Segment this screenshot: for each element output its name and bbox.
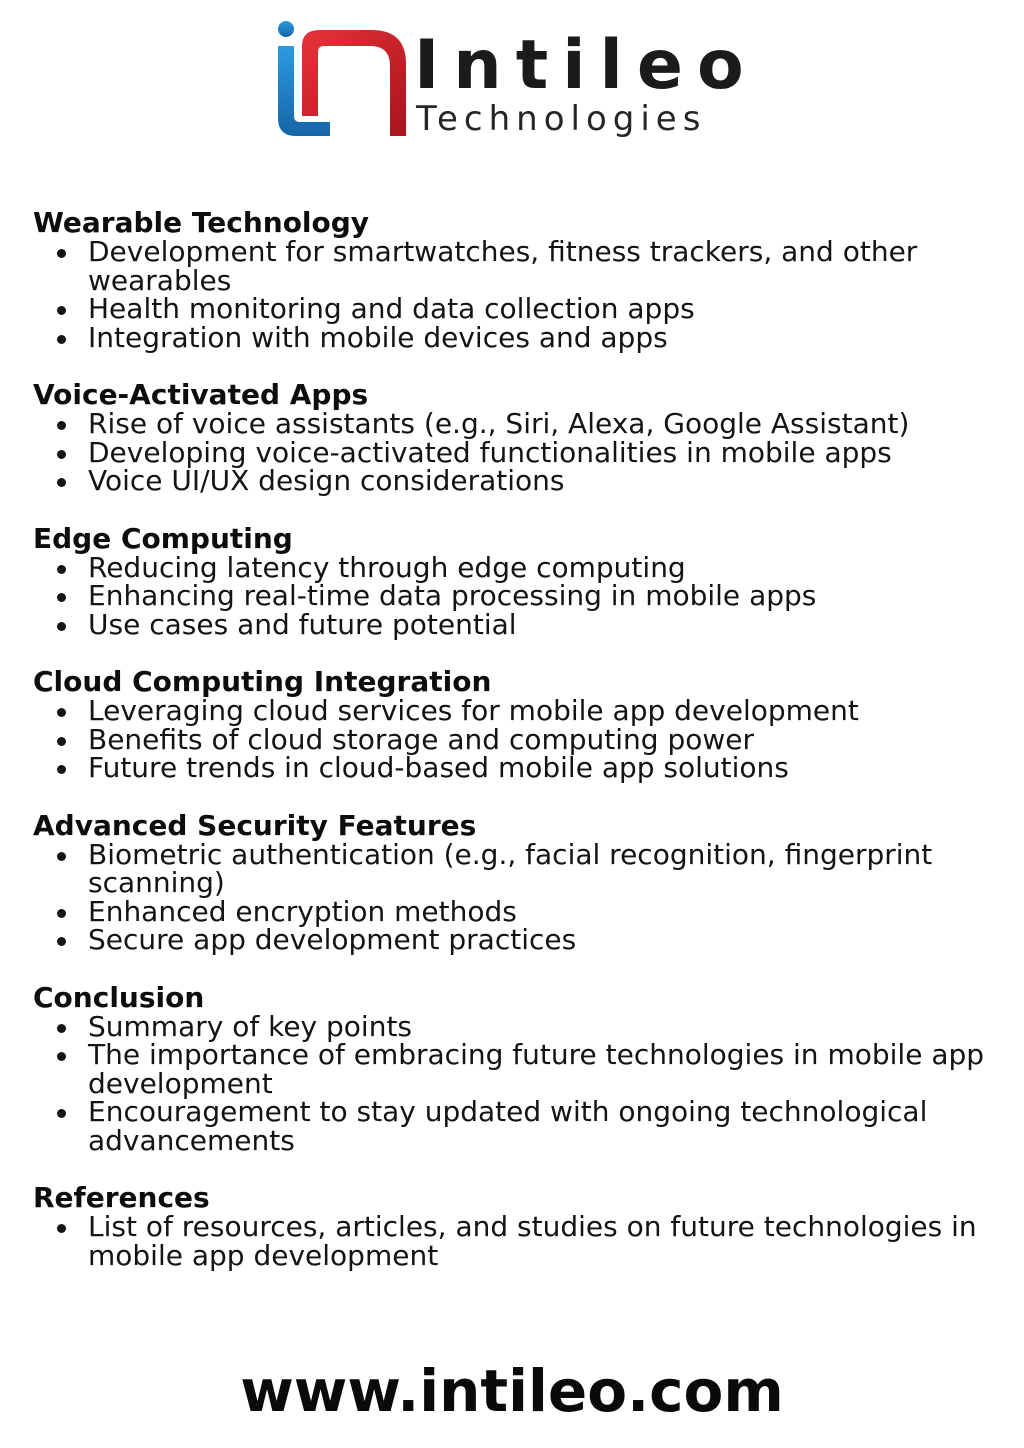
section-voice-activated-apps (33, 380, 1003, 496)
section-title: Voice-Activated Apps (33, 378, 369, 411)
section-title: Edge Computing (33, 521, 293, 555)
section-advanced-security-features (33, 808, 1003, 956)
brand-logo (268, 18, 768, 148)
bullet-list (33, 235, 1003, 354)
brand-tagline: Technologies (416, 99, 707, 139)
list-item: Enhanced encryption methods (88, 898, 1003, 927)
website-link[interactable]: www.intileo.com (240, 1357, 784, 1425)
list-item: Voice UI/UX design considerations (88, 467, 1003, 496)
list-item: Rise of voice assistants (e.g., Siri, Alexa, Google Assistant) (88, 410, 1003, 439)
section-references (33, 1183, 1003, 1270)
bullet-list (33, 550, 1003, 641)
section-title: Conclusion (33, 980, 205, 1014)
list-item: Benefits of cloud storage and computing power (88, 726, 1003, 755)
list-item: Reducing latency through edge computing (88, 554, 1003, 583)
list-item: The importance of embracing future technologies in mobile app development (88, 1041, 1003, 1098)
section-title: Cloud Computing Integration (33, 665, 492, 698)
list-item: Encouragement to stay updated with ongoing technological advancements (88, 1098, 1003, 1155)
section-conclusion (33, 980, 1003, 1157)
brand-name: Intileo (414, 26, 758, 105)
section-title: Advanced Security Features (33, 808, 477, 842)
list-item: Integration with mobile devices and apps (88, 324, 1003, 353)
bullet-list (33, 837, 1003, 956)
bullet-list (33, 1210, 1003, 1272)
section-title: References (33, 1181, 210, 1214)
list-item: List of resources, articles, and studies on future technologies in mobile app development (88, 1213, 1003, 1270)
list-item: Secure app development practices (88, 926, 1003, 955)
section-title: Wearable Technology (33, 206, 370, 239)
section-edge-computing (33, 521, 1003, 641)
bullet-list (33, 694, 1003, 784)
list-item: Developing voice-activated functionalities in mobile apps (88, 439, 1003, 468)
bullet-list (33, 1009, 1003, 1157)
list-item: Future trends in cloud-based mobile app solutions (88, 754, 1003, 783)
bullet-list (33, 407, 1003, 497)
list-item: Summary of key points (88, 1013, 1003, 1042)
list-item: Enhancing real-time data processing in mobile apps (88, 582, 1003, 611)
intileo-logo-icon (268, 18, 418, 143)
list-item: Development for smartwatches, fitness trackers, and other wearables (88, 238, 1003, 295)
list-item: Biometric authentication (e.g., facial recognition, fingerprint scanning) (88, 841, 1003, 898)
content-list (33, 208, 1003, 1298)
section-cloud-computing-integration (33, 667, 1003, 783)
list-item: Use cases and future potential (88, 611, 1003, 640)
section-wearable-technology (33, 208, 1003, 352)
list-item: Leveraging cloud services for mobile app development (88, 697, 1003, 726)
list-item: Health monitoring and data collection apps (88, 295, 1003, 324)
